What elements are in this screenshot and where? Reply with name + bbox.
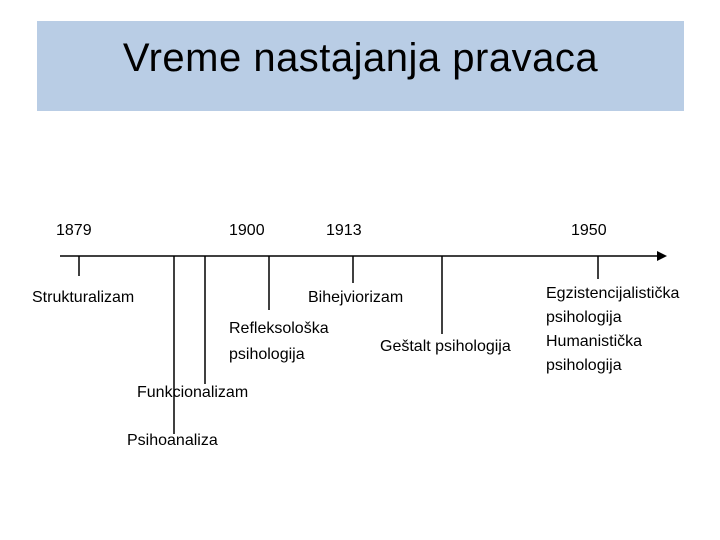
label-psihoanaliza: Psihoanaliza <box>127 432 218 449</box>
slide-title: Vreme nastajanja pravaca <box>122 35 599 80</box>
label-egzistencijalisticka-line2: psihologija <box>546 309 622 326</box>
label-strukturalizam: Strukturalizam <box>32 289 135 306</box>
year-1950: 1950 <box>571 222 607 239</box>
label-refleksoloska-line1: Refleksološka <box>229 320 329 337</box>
label-egzistencijalisticka-line1: Egzistencijalistička <box>546 285 680 302</box>
label-refleksoloska-line2: psihologija <box>229 346 305 363</box>
year-1879: 1879 <box>56 222 92 239</box>
year-1913: 1913 <box>326 222 362 239</box>
label-humanisticka-line2: psihologija <box>546 357 622 374</box>
label-gestalt: Geštalt psihologija <box>380 338 511 355</box>
label-funkcionalizam: Funkcionalizam <box>137 384 249 401</box>
label-bihejviorizam: Bihejviorizam <box>308 289 404 306</box>
label-humanisticka-line1: Humanistička <box>546 333 643 350</box>
year-1900: 1900 <box>229 222 265 239</box>
